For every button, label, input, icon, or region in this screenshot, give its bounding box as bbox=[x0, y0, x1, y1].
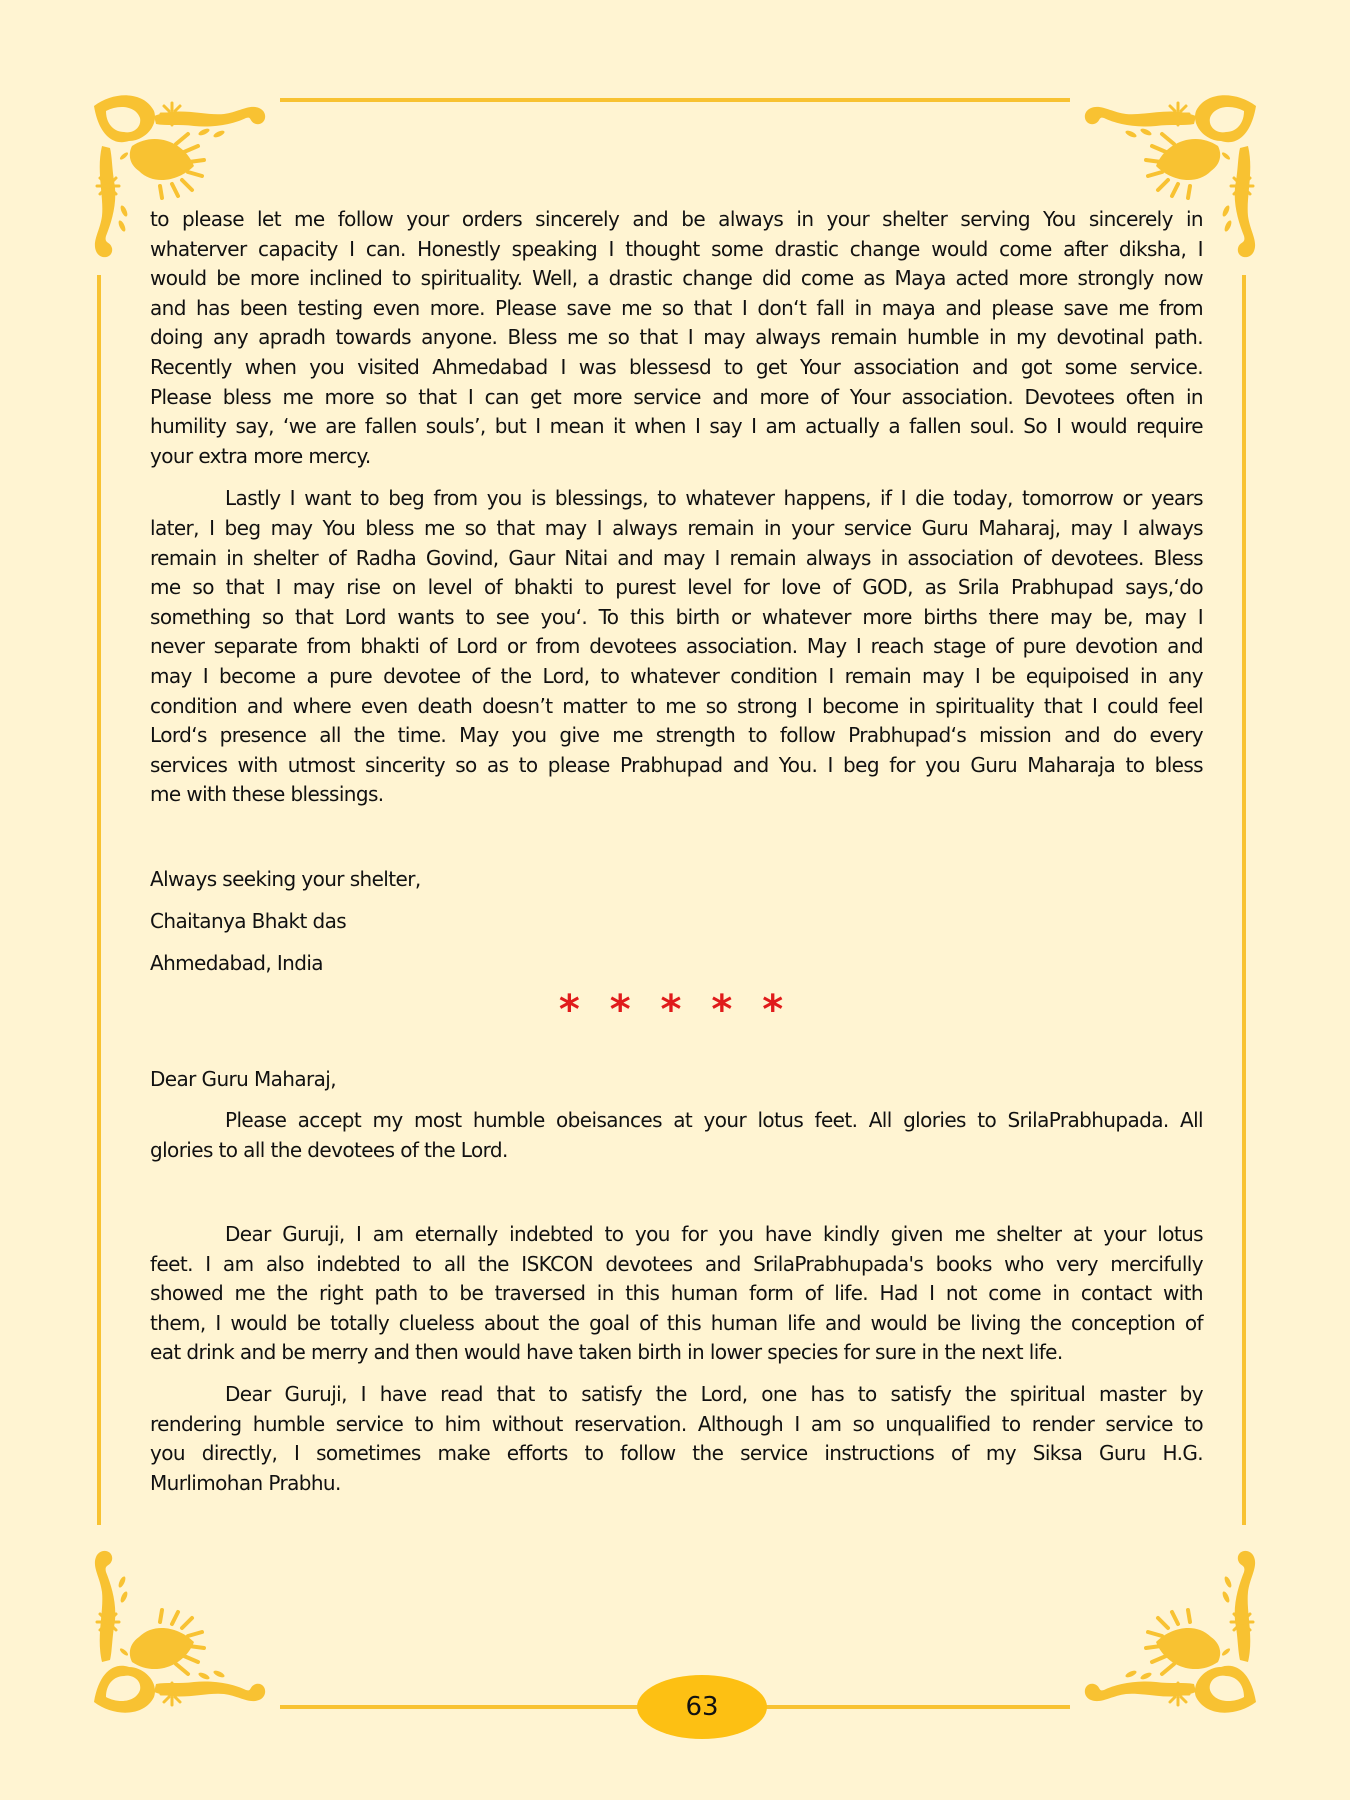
text-line: Lastly I want to beg from you is blessings, to whatever happens, if I die today, tomorrow or years bbox=[225, 486, 1203, 511]
letter-1-paragraph-2 bbox=[150, 484, 1203, 810]
text-line: feet. I am also indebted to all the ISKCON devotees and SrilaPrabhupada's books who very mercifully bbox=[150, 1251, 1203, 1276]
frame-top-line bbox=[280, 98, 1070, 102]
frame-left-line bbox=[97, 275, 101, 1525]
text-line: to please let me follow your orders sincerely and be always in your shelter serving You sincerely in bbox=[150, 207, 1203, 231]
signature-place: Ahmedabad, India bbox=[150, 951, 323, 975]
letter-2-body bbox=[150, 1106, 1203, 1165]
text-line: Lord‘s presence all the time. May you give me strength to follow Prabhupad‘s mission and do every bbox=[150, 723, 1203, 748]
page-number: 63 bbox=[685, 1692, 719, 1722]
letter-2-paragraph-2 bbox=[150, 1220, 1203, 1368]
letter-2-paragraph-3 bbox=[150, 1380, 1203, 1498]
text-line: Please accept my most humble obeisances at your lotus feet. All glories to SrilaPrabhupada. All bbox=[225, 1108, 1203, 1132]
page-number-badge bbox=[637, 1675, 767, 1739]
text-line: remain in shelter of Radha Govind, Gaur Nitai and may I remain always in association of devotees. Bless bbox=[150, 545, 1203, 570]
text-line: doing any apradh towards anyone. Bless me so that I may always remain humble in my devotinal path. bbox=[150, 325, 1203, 350]
text-line: Recently when you visited Ahmedabad I was blessesd to get Your association and got some service. bbox=[150, 354, 1203, 379]
text-line: condition and where even death doesn’t matter to me so strong I become in spirituality that I could feel bbox=[150, 693, 1203, 718]
letter-1-body bbox=[150, 205, 1203, 810]
text-line: services with utmost sincerity so as to please Prabhupad and You. I beg for you Guru Maharaja to bless bbox=[150, 752, 1203, 777]
text-line: something so that Lord wants to see you‘. To this birth or whatever more births there may be, may I bbox=[150, 604, 1203, 629]
text-line: Please bless me more so that I can get more service and more of Your association. Devotees often in bbox=[150, 384, 1203, 409]
text-line: later, I beg may You bless me so that may I always remain in your service Guru Maharaj, may I always bbox=[150, 515, 1203, 540]
text-line: them, I would be totally clueless about the goal of this human life and would be living the conception of bbox=[150, 1310, 1203, 1335]
text-line: your extra more mercy. bbox=[150, 443, 371, 468]
section-separator-stars: * * * * * bbox=[558, 987, 792, 1033]
letter-2-paragraph-1 bbox=[150, 1106, 1203, 1165]
text-line: and has been testing even more. Please save me so that I don‘t fall in maya and please save me from bbox=[150, 295, 1203, 320]
text-line: never separate from bhakti of Lord or from devotees association. May I reach stage of pure devotion and bbox=[150, 634, 1203, 659]
frame-right-line bbox=[1242, 275, 1246, 1525]
signature-name: Chaitanya Bhakt das bbox=[150, 909, 347, 933]
floral-corner-icon bbox=[1066, 1522, 1266, 1722]
text-line: eat drink and be merry and then would have taken birth in lower species for sure in the next life. bbox=[150, 1340, 1063, 1365]
text-line: rendering humble service to him without reservation. Although I am so unqualified to render service to bbox=[150, 1411, 1203, 1436]
letter-2-salutation: Dear Guru Maharaj, bbox=[150, 1067, 337, 1091]
text-line: may I become a pure devotee of the Lord, to whatever condition I remain may I be equipoised in any bbox=[150, 663, 1203, 688]
closing-line: Always seeking your shelter, bbox=[150, 867, 421, 891]
text-line: would be more inclined to spirituality. Well, a drastic change did come as Maya acted more strongly now bbox=[150, 266, 1203, 291]
text-line: Dear Guruji, I have read that to satisfy the Lord, one has to satisfy the spiritual master by bbox=[225, 1381, 1203, 1406]
text-line: whaterver capacity I can. Honestly speaking I thought some drastic change would come after diksha, I bbox=[150, 236, 1203, 261]
text-line: you directly, I sometimes make efforts to follow the service instructions of my Siksa Guru H.G. bbox=[150, 1441, 1203, 1466]
text-line: showed me the right path to be traversed in this human form of life. Had I not come in contact with bbox=[150, 1281, 1203, 1306]
letter-1-paragraph-1 bbox=[150, 205, 1203, 471]
floral-corner-icon bbox=[84, 1522, 284, 1722]
text-line: Dear Guruji, I am eternally indebted to you for you have kindly given me shelter at your lotus bbox=[225, 1222, 1203, 1246]
text-line: humility say, ‘we are fallen souls’, but I mean it when I say I am actually a fallen soul. So I would require bbox=[150, 414, 1203, 439]
text-line: me so that I may rise on level of bhakti to purest level for love of GOD, as Srila Prabhupad says,‘do bbox=[150, 575, 1203, 600]
letter-2-body-continued bbox=[150, 1220, 1203, 1498]
text-line: me with these blessings. bbox=[150, 782, 384, 807]
text-line: glories to all the devotees of the Lord. bbox=[150, 1137, 508, 1162]
text-line: Murlimohan Prabhu. bbox=[150, 1470, 341, 1495]
